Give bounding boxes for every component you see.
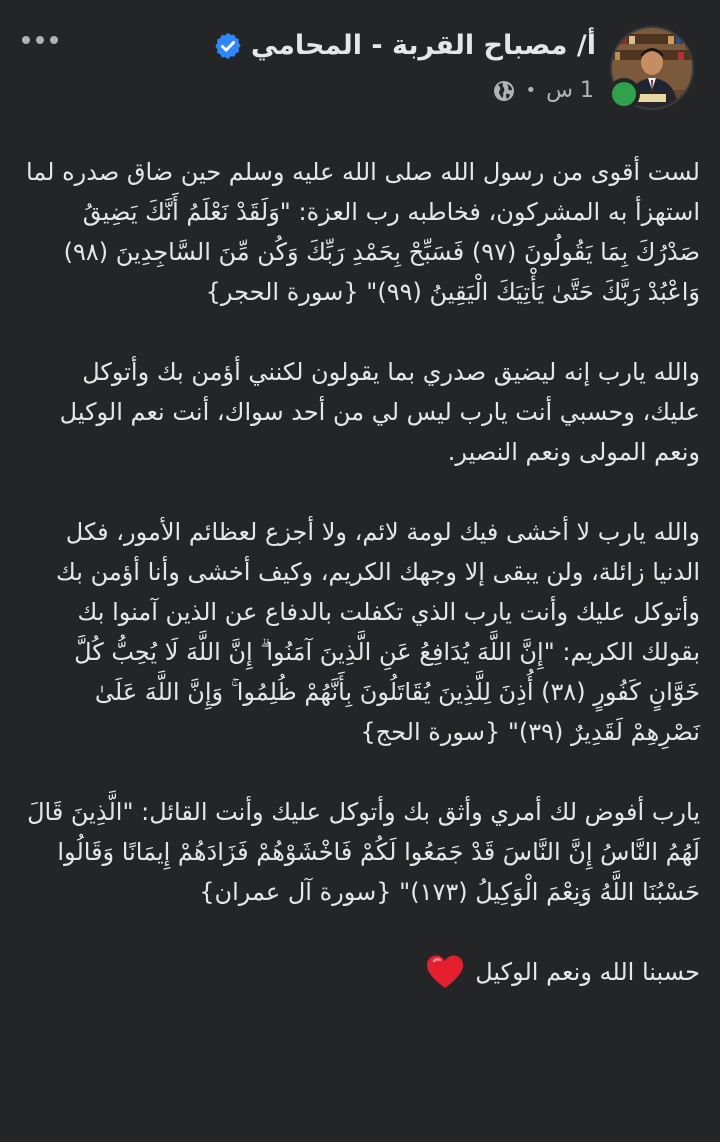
online-status-indicator (608, 78, 640, 110)
author-line (213, 30, 596, 61)
post-body (18, 152, 700, 992)
post-meta (492, 78, 594, 103)
more-dot (22, 36, 30, 44)
post-timestamp[interactable]: 1 س (546, 78, 594, 103)
post-paragraph: لست أقوى من رسول الله صلى الله عليه وسلم حين ضاق صدره لما استهزأ به المشركون، فخاطبه رب العزة: "وَلَقَدْ نَعْلَمُ أَنَّكَ يَضِيقُ صَدْرُكَ بِمَا يَقُولُونَ (٩٧) فَسَبِّحْ بِحَمْدِ رَبِّكَ وَكُن مِّنَ السَّاجِدِينَ (٩٨) وَاعْبُدْ رَبَّكَ حَتَّىٰ يَأْتِيَكَ الْيَقِينُ (٩٩)" {سورة الحجر} (25, 158, 700, 306)
post-header (20, 22, 700, 122)
red-heart-icon (425, 954, 465, 990)
post-paragraph: والله يارب إنه ليضيق صدري بما يقولون لكنني أؤمن بك وأتوكل عليك، وحسبي أنت يارب ليس لي من أحد سواك، أنت نعم الوكيل ونعم المولى ونعم النصير. (59, 358, 700, 466)
meta-separator: • (525, 80, 537, 101)
post-paragraph: والله يارب لا أخشى فيك لومة لائم، ولا أجزع لعظائم الأمور، فكل الدنيا زائلة، ولن يبقى إلا وجهك الكريم، وكيف أخشى وأنا أؤمن بك وأتوكل عليك وأنت يارب الذي تكفلت بالدفاع عن الذين آمنوا بك بقولك الكريم: "إِنَّ اللَّهَ يُدَافِعُ عَنِ الَّذِينَ آمَنُوا ۗ إِنَّ اللَّهَ لَا يُحِبُّ كُلَّ خَوَّانٍ كَفُورٍ (٣٨) أُذِنَ لِلَّذِينَ يُقَاتَلُونَ بِأَنَّهُمْ ظُلِمُوا ۚ وَإِنَّ اللَّهَ عَلَىٰ نَصْرِهِمْ لَقَدِيرٌ (٣٩)" {سورة الحج} (56, 518, 700, 746)
post-paragraph: يارب أفوض لك أمري وأثق بك وأتوكل عليك وأنت القائل: "الَّذِينَ قَالَ لَهُمُ النَّاسُ إِنَّ النَّاسَ قَدْ جَمَعُوا لَكُمْ فَاخْشَوْهُمْ فَزَادَهُمْ إِيمَانًا وَقَالُوا حَسْبُنَا اللَّهُ وَنِعْمَ الْوَكِيلُ (١٧٣)" {سورة آل عمران} (27, 798, 700, 906)
more-dot (36, 36, 44, 44)
author-avatar[interactable] (610, 26, 694, 110)
post-closing (18, 952, 700, 992)
more-dot (50, 36, 58, 44)
more-options-icon[interactable] (22, 36, 58, 44)
verified-badge-icon (213, 31, 243, 61)
closing-text: حسبنا الله ونعم الوكيل (475, 958, 700, 986)
author-name[interactable]: أ/ مصباح القربة - المحامي (250, 30, 596, 61)
globe-icon[interactable] (492, 79, 516, 103)
